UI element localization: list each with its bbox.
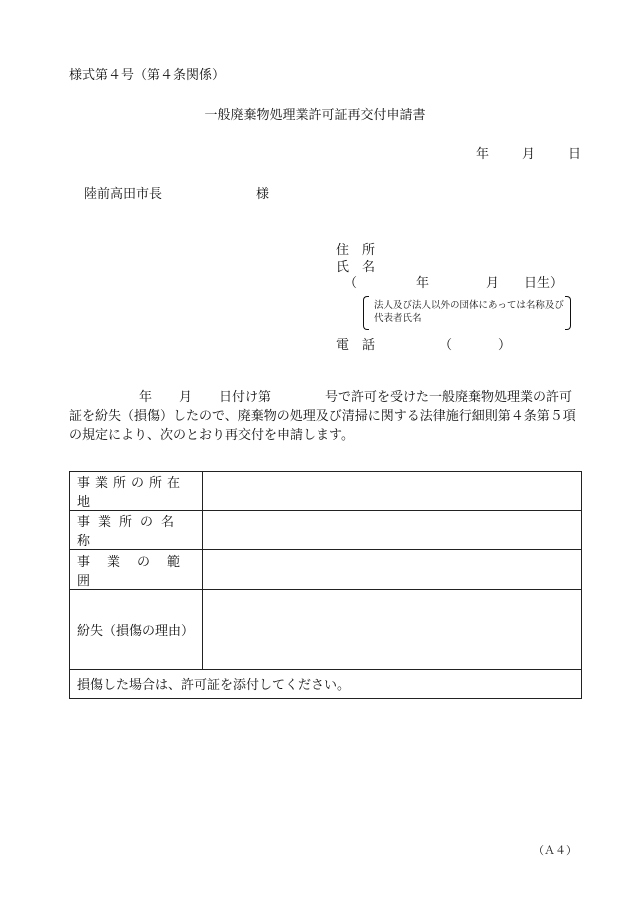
applicant-address [336,244,375,257]
form-number: 様式第４号（第４条関係） [69,68,226,83]
recipient-honorific: 様 [256,187,270,202]
table-note: 損傷した場合は、許可証を添付してください。 [70,670,582,699]
statement-rest: 証を紛失（損傷）したので、廃棄物の処理及び清掃に関する法律施行細則第４条第５項の規定により、次のとおり再交付を申請します。 [69,409,576,443]
label-loss-reason: 紛失（損傷の理由） [77,624,195,639]
table-row [70,472,582,511]
birth-open-paren: （ [344,276,358,291]
row-label [70,511,203,550]
date-line [476,148,581,161]
statement-permit-suffix: 号で許可を受けた一般廃棄物処理業の許可 [325,390,573,405]
application-statement [69,388,585,445]
corporate-note [363,296,571,330]
business-scope-field[interactable] [203,550,582,590]
row-label [70,472,203,511]
phone-open-paren: （ [439,338,453,353]
phone-close-paren: ） [498,338,512,353]
date-year: 年 [476,147,490,162]
statement-day-prefix: 日付け第 [219,390,272,405]
table-row [70,590,582,670]
row-label [70,590,203,670]
table-row [70,550,582,590]
birth-date [344,276,564,291]
birth-month: 月 [486,276,500,291]
recipient [84,187,270,202]
recipient-name: 陸前高田市長 [84,187,163,202]
address-label: 住 所 [336,243,376,258]
office-location-field[interactable] [203,472,582,511]
label-business-scope: 事業の範囲 [77,554,198,589]
corporate-note-text: 法人及び法人以外の団体にあっては名称及び代表者氏名 [374,300,564,324]
document-title: 一般廃棄物処理業許可証再交付申請書 [204,108,426,123]
loss-reason-field[interactable] [203,590,582,670]
bracket-right [565,296,571,330]
applicant-phone [336,338,512,353]
office-name-field[interactable] [203,511,582,550]
label-office-name: 事業所の名称 [77,515,183,549]
applicant-name [336,261,375,274]
bracket-left [363,296,369,330]
birth-day: 日生） [524,276,564,291]
row-label [70,550,203,590]
statement-line-1 [69,388,585,407]
paper-size: （Ａ４） [533,844,577,857]
name-label: 氏 名 [336,260,376,275]
application-table [69,471,582,699]
table-row [70,670,582,699]
statement-month: 月 [179,390,193,405]
birth-year: 年 [416,276,430,291]
date-month: 月 [522,147,536,162]
label-office-location: 事業所の所在地 [77,476,186,510]
phone-label: 電 話 [336,338,376,353]
statement-year: 年 [139,390,153,405]
table-row [70,511,582,550]
date-day: 日 [568,147,582,162]
